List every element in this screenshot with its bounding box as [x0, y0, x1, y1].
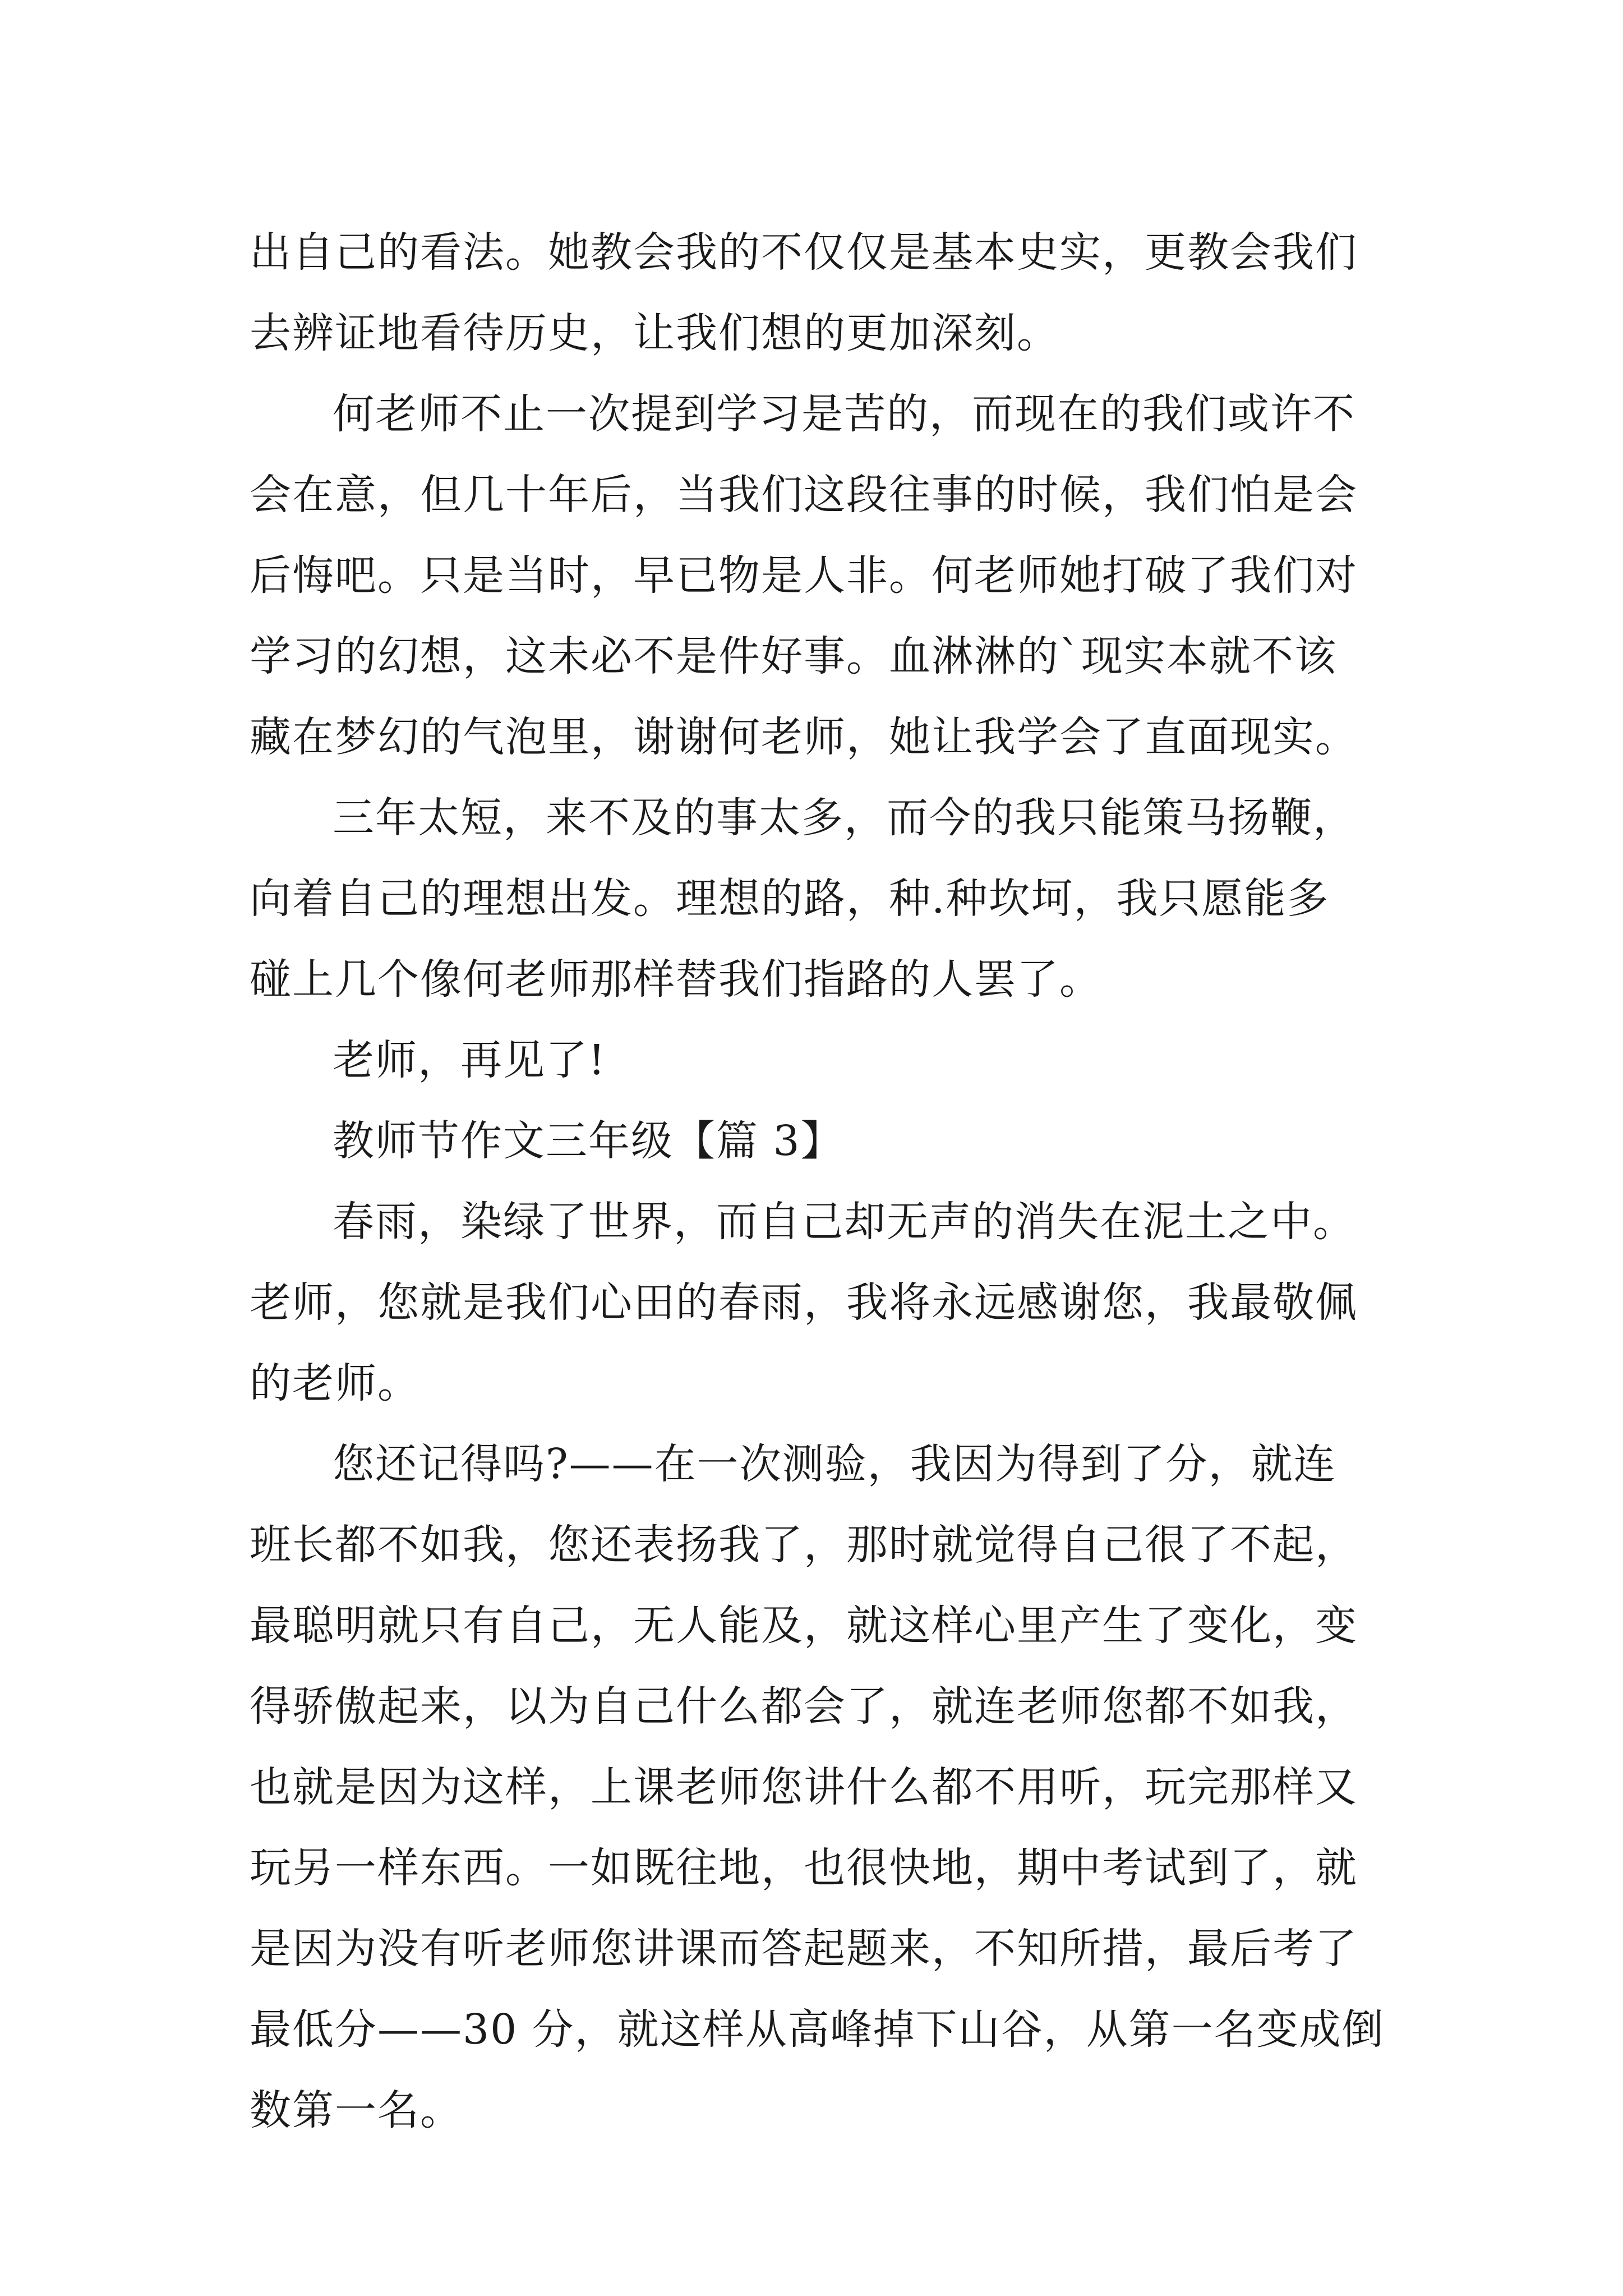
- text-line: 玩另一样东西。一如既往地，也很快地，期中考试到了，就: [250, 1844, 1358, 1892]
- text-line: 是因为没有听老师您讲课而答起题来，不知所措，最后考了: [250, 1925, 1358, 1973]
- text-line: 教师节作文三年级【篇 3】: [333, 1117, 843, 1165]
- text-line: 会在意，但几十年后，当我们这段往事的时候，我们怕是会: [250, 471, 1358, 519]
- text-line: 学习的幻想，这未必不是件好事。血淋淋的`现实本就不该: [250, 632, 1337, 680]
- text-line: 数第一名。: [250, 2086, 463, 2134]
- text-line: 的老师。: [250, 1359, 420, 1407]
- text-line: 后悔吧。只是当时，早已物是人非。何老师她打破了我们对: [250, 551, 1358, 600]
- text-line: 三年太短，来不及的事太多，而今的我只能策马扬鞭，: [333, 794, 1355, 842]
- text-line: 去辨证地看待历史，让我们想的更加深刻。: [250, 309, 1059, 357]
- text-line: 老师，再见了!: [333, 1036, 606, 1084]
- text-line: 最聪明就只有自己，无人能及，就这样心里产生了变化，变: [250, 1602, 1358, 1650]
- text-line: 老师，您就是我们心田的春雨，我将永远感谢您，我最敬佩: [250, 1278, 1358, 1327]
- text-line: 何老师不止一次提到学习是苦的，而现在的我们或许不: [333, 390, 1355, 438]
- text-line: 班长都不如我，您还表扬我了，那时就觉得自己很了不起，: [250, 1521, 1358, 1569]
- text-line: 春雨，染绿了世界，而自己却无声的消失在泥土之中。: [333, 1198, 1355, 1246]
- text-line: 出自己的看法。她教会我的不仅仅是基本史实，更教会我们: [250, 228, 1358, 277]
- text-line: 向着自己的理想出发。理想的路，种.种坎坷，我只愿能多: [250, 875, 1330, 923]
- text-line: 最低分——30 分，就这样从高峰掉下山谷，从第一名变成倒: [250, 2005, 1385, 2054]
- text-line: 碰上几个像何老师那样替我们指路的人罢了。: [250, 955, 1102, 1004]
- text-line: 您还记得吗?——在一次测验，我因为得到了分，就连: [333, 1440, 1336, 1488]
- text-line: 得骄傲起来，以为自己什么都会了，就连老师您都不如我，: [250, 1682, 1358, 1731]
- text-line: 也就是因为这样，上课老师您讲什么都不用听，玩完那样又: [250, 1763, 1358, 1811]
- text-line: 藏在梦幻的气泡里，谢谢何老师，她让我学会了直面现实。: [250, 713, 1358, 761]
- document-body: [250, 212, 1388, 2151]
